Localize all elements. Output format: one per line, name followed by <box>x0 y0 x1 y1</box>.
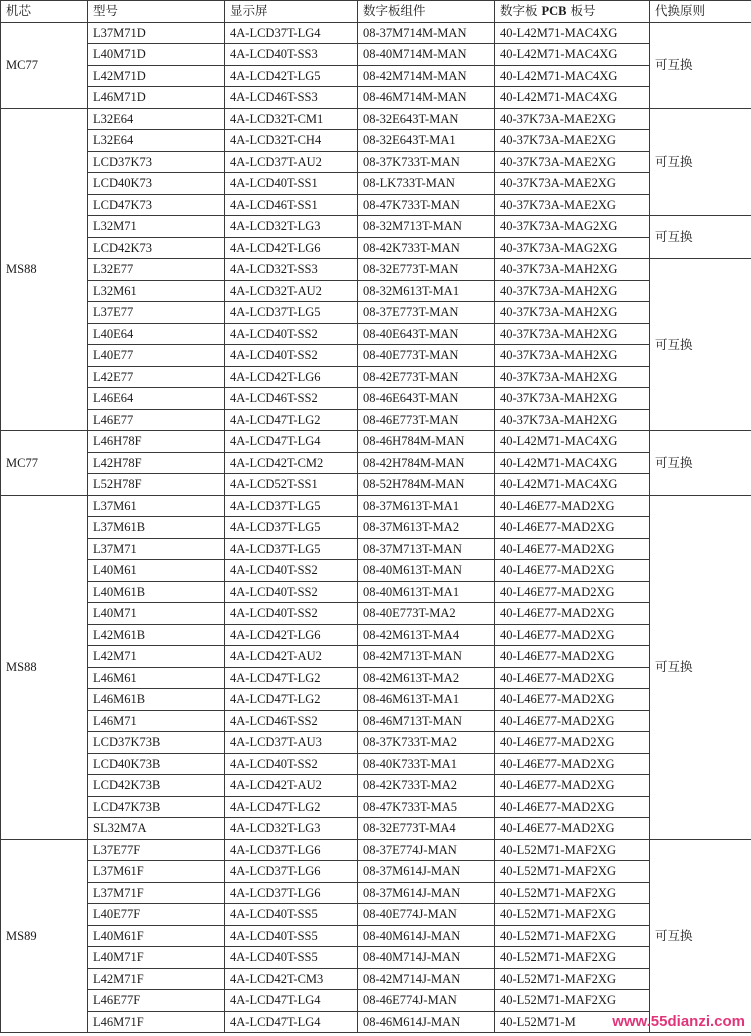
display-cell: 4A-LCD32T-AU2 <box>225 280 358 302</box>
pcb-cell: 40-L52M71-MAF2XG <box>495 947 650 969</box>
table-row <box>1 259 751 281</box>
assembly-cell: 08-37M713T-MAN <box>358 538 495 560</box>
assembly-cell: 08-37E773T-MAN <box>358 302 495 324</box>
model-cell: L37M61 <box>88 495 225 517</box>
table-row <box>1 603 751 625</box>
model-cell: L46H78F <box>88 431 225 453</box>
pcb-cell: 40-L52M71-MAF2XG <box>495 925 650 947</box>
pcb-cell: 40-L46E77-MAD2XG <box>495 710 650 732</box>
display-cell: 4A-LCD37T-LG5 <box>225 538 358 560</box>
pcb-cell: 40-L46E77-MAD2XG <box>495 581 650 603</box>
table-row <box>1 173 751 195</box>
assembly-cell: 08-37M614J-MAN <box>358 861 495 883</box>
assembly-cell: 08-37M613T-MA1 <box>358 495 495 517</box>
assembly-cell: 08-42M613T-MA4 <box>358 624 495 646</box>
model-cell: LCD42K73B <box>88 775 225 797</box>
display-cell: 4A-LCD42T-LG5 <box>225 65 358 87</box>
assembly-cell: 08-42H784M-MAN <box>358 452 495 474</box>
table-row <box>1 581 751 603</box>
model-cell: L37M71D <box>88 22 225 44</box>
assembly-cell: 08-46M613T-MA1 <box>358 689 495 711</box>
model-cell: L42M71D <box>88 65 225 87</box>
display-cell: 4A-LCD47T-LG4 <box>225 990 358 1012</box>
display-cell: 4A-LCD42T-AU2 <box>225 775 358 797</box>
chip-cell: MS89 <box>1 839 88 1033</box>
display-cell: 4A-LCD52T-SS1 <box>225 474 358 496</box>
model-cell: L42E77 <box>88 366 225 388</box>
assembly-cell: 08-32M713T-MAN <box>358 216 495 238</box>
display-cell: 4A-LCD32T-SS3 <box>225 259 358 281</box>
pcb-cell: 40-L42M71-MAC4XG <box>495 431 650 453</box>
assembly-cell: 08-46M614J-MAN <box>358 1011 495 1033</box>
display-cell: 4A-LCD37T-LG6 <box>225 882 358 904</box>
display-cell: 4A-LCD32T-LG3 <box>225 216 358 238</box>
assembly-cell: 08-32E643T-MAN <box>358 108 495 130</box>
table-row <box>1 22 751 44</box>
rule-cell: 可互换 <box>650 22 751 108</box>
pcb-cell: 40-L52M71-MAF2XG <box>495 968 650 990</box>
assembly-cell: 08-46M713T-MAN <box>358 710 495 732</box>
display-cell: 4A-LCD32T-CM1 <box>225 108 358 130</box>
model-cell: L40M61 <box>88 560 225 582</box>
model-cell: L46M71 <box>88 710 225 732</box>
pcb-cell: 40-37K73A-MAH2XG <box>495 323 650 345</box>
table-row <box>1 732 751 754</box>
display-cell: 4A-LCD42T-CM2 <box>225 452 358 474</box>
model-cell: L40M61B <box>88 581 225 603</box>
table-row <box>1 216 751 238</box>
pcb-cell: 40-L42M71-MAC4XG <box>495 22 650 44</box>
pcb-cell: 40-L52M71-MAF2XG <box>495 861 650 883</box>
pcb-cell: 40-37K73A-MAH2XG <box>495 388 650 410</box>
model-cell: L42M71F <box>88 968 225 990</box>
assembly-cell: 08-37K733T-MA2 <box>358 732 495 754</box>
display-cell: 4A-LCD47T-LG2 <box>225 796 358 818</box>
table-row <box>1 990 751 1012</box>
table-row <box>1 818 751 840</box>
assembly-cell: 08-42M714J-MAN <box>358 968 495 990</box>
model-cell: L37E77F <box>88 839 225 861</box>
pcb-cell: 40-37K73A-MAH2XG <box>495 302 650 324</box>
display-cell: 4A-LCD46T-SS2 <box>225 388 358 410</box>
display-cell: 4A-LCD37T-LG6 <box>225 861 358 883</box>
table-row <box>1 861 751 883</box>
pcb-cell: 40-L46E77-MAD2XG <box>495 517 650 539</box>
pcb-cell: 40-37K73A-MAH2XG <box>495 345 650 367</box>
pcb-cell: 40-L42M71-MAC4XG <box>495 44 650 66</box>
assembly-cell: 08-42M713T-MAN <box>358 646 495 668</box>
model-cell: LCD47K73 <box>88 194 225 216</box>
assembly-cell: 08-42K733T-MA2 <box>358 775 495 797</box>
assembly-cell: 08-40K733T-MA1 <box>358 753 495 775</box>
display-cell: 4A-LCD42T-AU2 <box>225 646 358 668</box>
display-cell: 4A-LCD40T-SS5 <box>225 904 358 926</box>
model-cell: L32E64 <box>88 130 225 152</box>
table-row <box>1 839 751 861</box>
display-cell: 4A-LCD47T-LG2 <box>225 689 358 711</box>
assembly-cell: 08-32E773T-MAN <box>358 259 495 281</box>
assembly-cell: 08-42M613T-MA2 <box>358 667 495 689</box>
assembly-cell: 08-32M613T-MA1 <box>358 280 495 302</box>
header-pcb: 数字板 PCB 板号 <box>495 1 650 23</box>
model-cell: L40E64 <box>88 323 225 345</box>
pcb-cell: 40-L52M71-MAF2XG <box>495 839 650 861</box>
header-rule: 代换原则 <box>650 1 751 23</box>
table-row <box>1 108 751 130</box>
assembly-cell: 08-40E643T-MAN <box>358 323 495 345</box>
display-cell: 4A-LCD40T-SS2 <box>225 560 358 582</box>
assembly-cell: 08-LK733T-MAN <box>358 173 495 195</box>
pcb-cell: 40-L46E77-MAD2XG <box>495 538 650 560</box>
table-row <box>1 667 751 689</box>
display-cell: 4A-LCD40T-SS5 <box>225 925 358 947</box>
pcb-cell: 40-37K73A-MAH2XG <box>495 280 650 302</box>
display-cell: 4A-LCD47T-LG2 <box>225 409 358 431</box>
table-row <box>1 87 751 109</box>
table-row <box>1 904 751 926</box>
assembly-cell: 08-32E773T-MA4 <box>358 818 495 840</box>
table-row <box>1 882 751 904</box>
display-cell: 4A-LCD32T-LG3 <box>225 818 358 840</box>
table-row <box>1 194 751 216</box>
model-cell: L40M71 <box>88 603 225 625</box>
pcb-cell: 40-L52M71-MAF2XG <box>495 882 650 904</box>
pcb-cell: 40-L46E77-MAD2XG <box>495 495 650 517</box>
model-cell: L40M61F <box>88 925 225 947</box>
table-body <box>1 22 751 1033</box>
assembly-cell: 08-37M613T-MA2 <box>358 517 495 539</box>
pcb-cell: 40-37K73A-MAE2XG <box>495 194 650 216</box>
display-cell: 4A-LCD37T-LG6 <box>225 839 358 861</box>
rule-cell: 可互换 <box>650 108 751 216</box>
assembly-cell: 08-37M614J-MAN <box>358 882 495 904</box>
chip-cell: MC77 <box>1 431 88 496</box>
table-row <box>1 968 751 990</box>
table-row <box>1 302 751 324</box>
pcb-cell: 40-L46E77-MAD2XG <box>495 796 650 818</box>
table-row <box>1 345 751 367</box>
model-cell: LCD40K73 <box>88 173 225 195</box>
table-row <box>1 560 751 582</box>
table-row <box>1 624 751 646</box>
model-cell: L37M71F <box>88 882 225 904</box>
display-cell: 4A-LCD46T-SS2 <box>225 710 358 732</box>
model-cell: L40M71F <box>88 947 225 969</box>
model-cell: LCD42K73 <box>88 237 225 259</box>
display-cell: 4A-LCD40T-SS2 <box>225 581 358 603</box>
table-row <box>1 495 751 517</box>
assembly-cell: 08-40M614J-MAN <box>358 925 495 947</box>
header-model: 型号 <box>88 1 225 23</box>
model-cell: L46M61B <box>88 689 225 711</box>
display-cell: 4A-LCD40T-SS2 <box>225 753 358 775</box>
display-cell: 4A-LCD37T-LG5 <box>225 517 358 539</box>
display-cell: 4A-LCD32T-CH4 <box>225 130 358 152</box>
chip-cell: MS88 <box>1 108 88 431</box>
table-row <box>1 646 751 668</box>
assembly-cell: 08-40M714J-MAN <box>358 947 495 969</box>
model-cell: LCD40K73B <box>88 753 225 775</box>
model-cell: L32E77 <box>88 259 225 281</box>
pcb-cell: 40-L46E77-MAD2XG <box>495 667 650 689</box>
assembly-cell: 08-32E643T-MA1 <box>358 130 495 152</box>
display-cell: 4A-LCD37T-LG4 <box>225 22 358 44</box>
pcb-cell: 40-37K73A-MAE2XG <box>495 130 650 152</box>
assembly-cell: 08-40M613T-MAN <box>358 560 495 582</box>
display-cell: 4A-LCD40T-SS3 <box>225 44 358 66</box>
model-cell: L32M61 <box>88 280 225 302</box>
watermark: www.55dianzi.com <box>612 1013 745 1030</box>
pcb-cell: 40-L52M71-MAF2XG <box>495 904 650 926</box>
table-row <box>1 538 751 560</box>
pcb-cell: 40-L46E77-MAD2XG <box>495 689 650 711</box>
assembly-cell: 08-46E774J-MAN <box>358 990 495 1012</box>
model-cell: L52H78F <box>88 474 225 496</box>
pcb-cell: 40-L46E77-MAD2XG <box>495 753 650 775</box>
pcb-cell: 40-37K73A-MAG2XG <box>495 216 650 238</box>
model-cell: L32M71 <box>88 216 225 238</box>
table-row <box>1 517 751 539</box>
pcb-cell: 40-37K73A-MAG2XG <box>495 237 650 259</box>
pcb-cell: 40-L46E77-MAD2XG <box>495 560 650 582</box>
assembly-cell: 08-46E773T-MAN <box>358 409 495 431</box>
assembly-cell: 08-47K733T-MA5 <box>358 796 495 818</box>
table-row <box>1 710 751 732</box>
rule-cell: 可互换 <box>650 216 751 259</box>
display-cell: 4A-LCD40T-SS2 <box>225 323 358 345</box>
pcb-cell: 40-37K73A-MAH2XG <box>495 366 650 388</box>
pcb-cell: 40-L42M71-MAC4XG <box>495 452 650 474</box>
table-row <box>1 689 751 711</box>
model-cell: LCD37K73B <box>88 732 225 754</box>
rule-cell: 可互换 <box>650 259 751 431</box>
pcb-cell: 40-L46E77-MAD2XG <box>495 818 650 840</box>
pcb-cell: 40-L52M71-MAF2XG <box>495 990 650 1012</box>
pcb-cell: 40-L42M71-MAC4XG <box>495 474 650 496</box>
pcb-cell: 40-37K73A-MAH2XG <box>495 409 650 431</box>
model-cell: L46M71D <box>88 87 225 109</box>
table-row <box>1 388 751 410</box>
assembly-cell: 08-52H784M-MAN <box>358 474 495 496</box>
model-cell: L46E64 <box>88 388 225 410</box>
assembly-cell: 08-42M714M-MAN <box>358 65 495 87</box>
model-cell: L46M71F <box>88 1011 225 1033</box>
model-cell: L37M71 <box>88 538 225 560</box>
display-cell: 4A-LCD37T-AU3 <box>225 732 358 754</box>
display-cell: 4A-LCD47T-LG2 <box>225 667 358 689</box>
pcb-cell: 40-L52M71-M <box>495 1011 650 1033</box>
model-cell: L40M71D <box>88 44 225 66</box>
model-cell: L42H78F <box>88 452 225 474</box>
model-cell: L37M61B <box>88 517 225 539</box>
table-row <box>1 65 751 87</box>
model-cell: L40E77F <box>88 904 225 926</box>
table-row <box>1 409 751 431</box>
model-cell: SL32M7A <box>88 818 225 840</box>
table-row <box>1 925 751 947</box>
display-cell: 4A-LCD40T-SS1 <box>225 173 358 195</box>
pcb-cell: 40-L42M71-MAC4XG <box>495 65 650 87</box>
assembly-cell: 08-42K733T-MAN <box>358 237 495 259</box>
table-row <box>1 474 751 496</box>
table-row <box>1 280 751 302</box>
header-assembly: 数字板组件 <box>358 1 495 23</box>
display-cell: 4A-LCD47T-LG4 <box>225 1011 358 1033</box>
model-cell: L40E77 <box>88 345 225 367</box>
table-row <box>1 452 751 474</box>
assembly-cell: 08-40E773T-MAN <box>358 345 495 367</box>
display-cell: 4A-LCD40T-SS2 <box>225 603 358 625</box>
rule-cell: 可互换 <box>650 431 751 496</box>
assembly-cell: 08-37M714M-MAN <box>358 22 495 44</box>
chip-cell: MS88 <box>1 495 88 839</box>
display-cell: 4A-LCD46T-SS3 <box>225 87 358 109</box>
display-cell: 4A-LCD40T-SS2 <box>225 345 358 367</box>
pcb-cell: 40-37K73A-MAE2XG <box>495 173 650 195</box>
table-row <box>1 775 751 797</box>
table-row <box>1 796 751 818</box>
table-row <box>1 323 751 345</box>
table-header-row <box>1 1 751 23</box>
pcb-cell: 40-L46E77-MAD2XG <box>495 624 650 646</box>
display-cell: 4A-LCD37T-AU2 <box>225 151 358 173</box>
pcb-cell: 40-L46E77-MAD2XG <box>495 603 650 625</box>
table-row <box>1 366 751 388</box>
header-display: 显示屏 <box>225 1 358 23</box>
header-chip: 机芯 <box>1 1 88 23</box>
model-cell: L46M61 <box>88 667 225 689</box>
display-cell: 4A-LCD40T-SS5 <box>225 947 358 969</box>
table-row <box>1 947 751 969</box>
display-cell: 4A-LCD47T-LG4 <box>225 431 358 453</box>
assembly-cell: 08-47K733T-MAN <box>358 194 495 216</box>
assembly-cell: 08-46M714M-MAN <box>358 87 495 109</box>
display-cell: 4A-LCD42T-CM3 <box>225 968 358 990</box>
pcb-cell: 40-L42M71-MAC4XG <box>495 87 650 109</box>
table-row <box>1 44 751 66</box>
pcb-cell: 40-37K73A-MAE2XG <box>495 108 650 130</box>
assembly-cell: 08-40M613T-MA1 <box>358 581 495 603</box>
assembly-cell: 08-46E643T-MAN <box>358 388 495 410</box>
pcb-cell: 40-37K73A-MAH2XG <box>495 259 650 281</box>
chip-cell: MC77 <box>1 22 88 108</box>
display-cell: 4A-LCD42T-LG6 <box>225 237 358 259</box>
display-cell: 4A-LCD42T-LG6 <box>225 624 358 646</box>
assembly-cell: 08-42E773T-MAN <box>358 366 495 388</box>
model-cell: L42M61B <box>88 624 225 646</box>
table-row <box>1 431 751 453</box>
assembly-cell: 08-37K733T-MAN <box>358 151 495 173</box>
rule-cell: 可互换 <box>650 839 751 1033</box>
model-cell: L46E77 <box>88 409 225 431</box>
model-cell: LCD47K73B <box>88 796 225 818</box>
assembly-cell: 08-40E773T-MA2 <box>358 603 495 625</box>
model-cell: L32E64 <box>88 108 225 130</box>
table-row <box>1 753 751 775</box>
model-cell: L42M71 <box>88 646 225 668</box>
display-cell: 4A-LCD37T-LG5 <box>225 495 358 517</box>
rule-cell: 可互换 <box>650 495 751 839</box>
pcb-cell: 40-L46E77-MAD2XG <box>495 646 650 668</box>
table-row <box>1 237 751 259</box>
display-cell: 4A-LCD46T-SS1 <box>225 194 358 216</box>
assembly-cell: 08-46H784M-MAN <box>358 431 495 453</box>
model-cell: L37M61F <box>88 861 225 883</box>
model-cell: L46E77F <box>88 990 225 1012</box>
model-cell: LCD37K73 <box>88 151 225 173</box>
display-cell: 4A-LCD37T-LG5 <box>225 302 358 324</box>
pcb-cell: 40-37K73A-MAE2XG <box>495 151 650 173</box>
assembly-cell: 08-40M714M-MAN <box>358 44 495 66</box>
assembly-cell: 08-40E774J-MAN <box>358 904 495 926</box>
assembly-cell: 08-37E774J-MAN <box>358 839 495 861</box>
model-cell: L37E77 <box>88 302 225 324</box>
display-cell: 4A-LCD42T-LG6 <box>225 366 358 388</box>
pcb-cell: 40-L46E77-MAD2XG <box>495 732 650 754</box>
table-row <box>1 151 751 173</box>
pcb-cell: 40-L46E77-MAD2XG <box>495 775 650 797</box>
table-row <box>1 130 751 152</box>
